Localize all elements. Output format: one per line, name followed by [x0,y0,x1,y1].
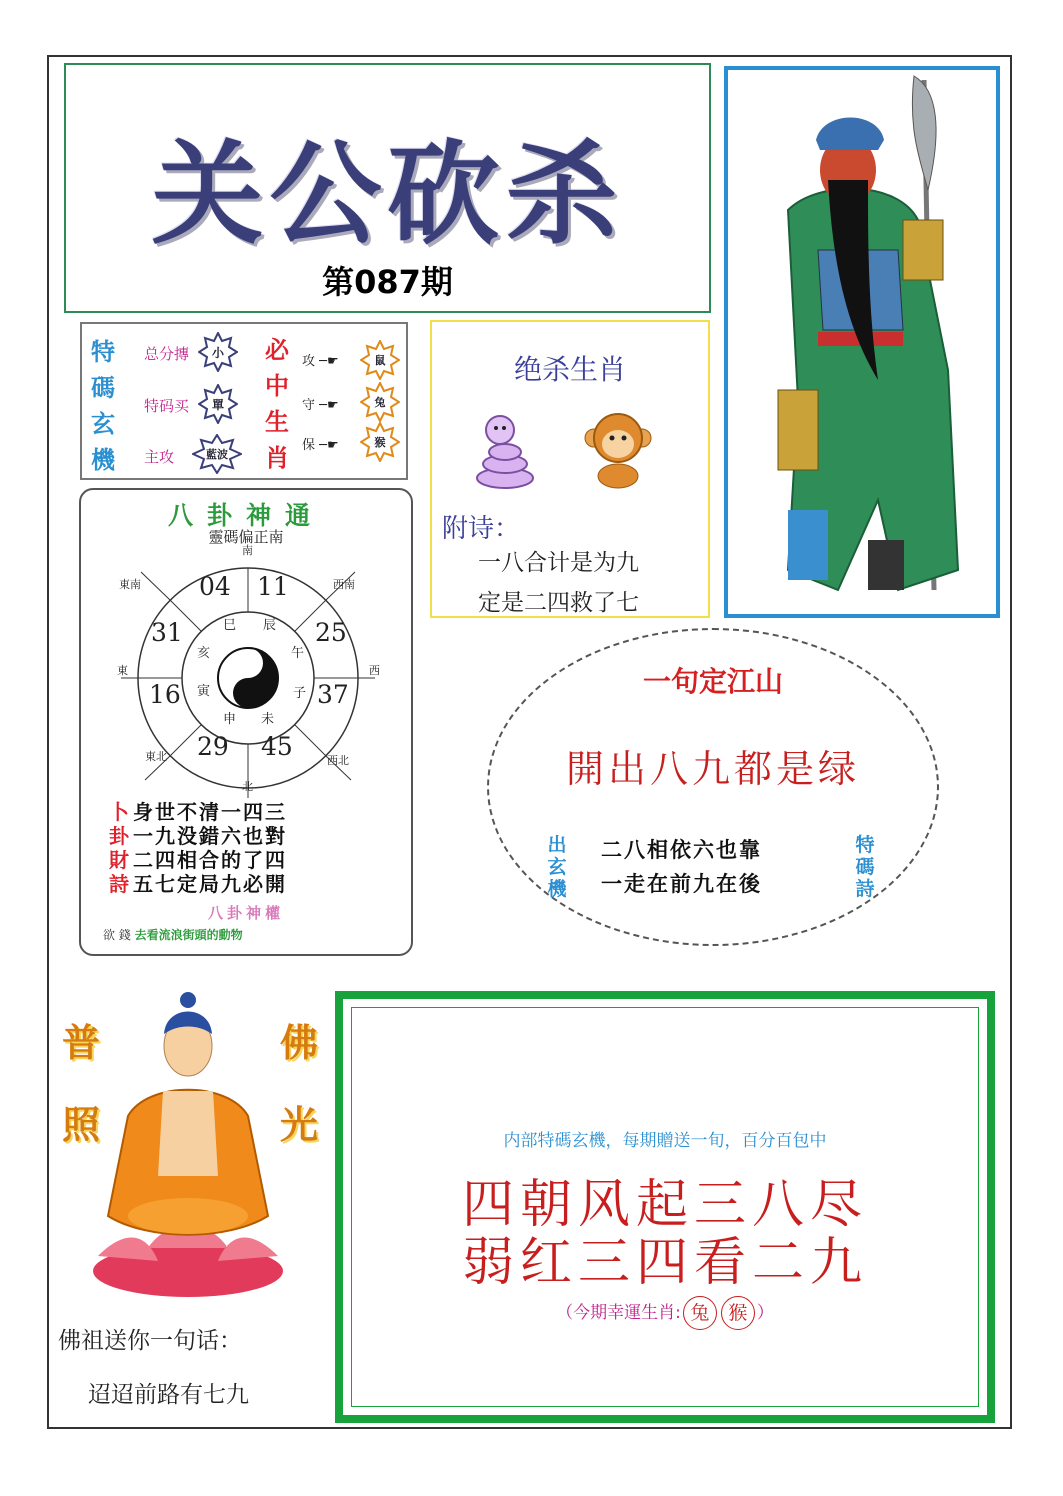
oval-side-char: 碼 [855,856,875,878]
bagua-number: 25 [315,618,347,647]
bagua-title: 八卦神通 [167,501,324,530]
guan-yu-illustration [724,66,1000,618]
arrow-row-badge: 猴 [360,422,400,462]
arrow-row-label: 守 [302,398,316,413]
buddha-icon [88,986,288,1306]
green-inner [351,1007,979,1407]
oval-side-char: 玄 [547,856,567,878]
bagua-number: 31 [151,618,183,647]
arrow-row [302,434,339,453]
direction-label: 南 [242,544,253,557]
green-box-line: 弱红三四看二九 [461,1233,868,1293]
bagua-poem-line: 一九没錯六也對 [133,824,287,848]
branch-char: 巳 [223,618,237,633]
bagua-number: 04 [199,572,231,601]
snake-icon [470,412,540,492]
oval-left-side [545,834,569,900]
bagua-footer [103,926,243,943]
direction-label: 西 [369,664,380,677]
code-row-label: 主攻 [144,448,175,466]
title-box [64,63,711,313]
oval-side-char: 出 [547,834,567,856]
bagua-footer-label: 欲 錢 [103,928,131,942]
guan-yu-icon [728,70,996,614]
green-box-line: 四朝风起三八尽 [461,1175,868,1235]
bagua-poem-line: 身世不清一四三 [133,800,287,824]
bagua-number: 16 [149,680,181,709]
code-left-char: 特 [91,338,115,366]
direction-label: 東北 [145,750,167,763]
code-mid-char: 生 [265,408,289,436]
buddha-left-char: 照 [62,1103,101,1147]
special-code-box [80,322,408,480]
arrow-row-badge: 兔 [360,382,400,422]
oval-side-char: 機 [547,878,567,900]
poem-side-char: 詩 [109,872,129,896]
code-left-char: 機 [91,446,115,474]
oval-main-line: 開出八九都是绿 [565,747,860,791]
zodiac-box [430,320,710,618]
lucky-animal: 兔 [683,1296,717,1330]
direction-label: 西南 [333,578,355,591]
oval-side-char: 特 [855,834,875,856]
poem-line: 定是二四救了七 [478,590,639,616]
buddha-saying-label: 佛祖送你一句话： [58,1328,242,1354]
code-left-vertical [88,334,118,478]
arrow-row [302,394,339,413]
branch-char: 亥 [197,646,211,661]
code-mid-char: 中 [265,372,289,400]
code-row-badge: 藍波 [192,434,242,474]
page-title: 关公砍杀 [151,130,624,260]
buddha-right-char: 佛 [280,1021,319,1065]
poem-side-char: 卜 [109,800,129,824]
bagua-faint-text: 八卦神權 [207,904,284,922]
hand-pointer-icon: ─☛ [319,438,339,453]
oval-box [487,628,939,946]
bagua-box [79,488,413,956]
code-row-badge: 單 [198,384,238,424]
oval-line: 一走在前九在後 [601,871,762,896]
poem-line: 一八合计是为九 [478,550,639,576]
bagua-number: 45 [261,732,293,761]
branch-char: 申 [223,712,237,727]
bagua-poem-line: 二四相合的了四 [133,848,287,872]
zodiac-title: 绝杀生肖 [513,353,626,386]
hand-pointer-icon: ─☛ [319,398,339,413]
oval-line: 二八相依六也靠 [601,837,762,862]
bagua-number: 29 [197,732,229,761]
green-box [335,991,995,1423]
branch-char: 寅 [197,684,211,699]
bagua-number: 11 [257,572,289,601]
bagua-footer-text: 去看流浪街頭的動物 [134,928,243,942]
lucky-prefix: （今期幸運生肖: [556,1303,681,1323]
arrow-row-badge: 鼠 [360,340,400,380]
code-mid-char: 肖 [265,444,289,472]
buddha-left-char: 普 [62,1021,101,1065]
direction-label: 西北 [327,754,349,767]
code-row-label: 总分摶 [144,345,190,363]
buddha-saying-line: 迢迢前路有七九 [88,1382,249,1408]
monkey-icon [582,410,654,490]
code-mid-vertical [262,332,292,476]
bagua-number: 37 [317,680,349,709]
green-box-head: 内部特碼玄機，每期贈送一旬，百分百包中 [503,1131,827,1151]
oval-right-side [853,834,877,900]
arrow-row-label: 保 [302,438,316,453]
code-row-badge: 小 [198,332,238,372]
branch-char: 子 [293,686,307,701]
buddha-right-char: 光 [280,1103,319,1147]
issue-number: 第087期 [322,263,453,301]
poem-side-char: 財 [109,848,129,872]
direction-label: 東 [117,664,128,677]
arrow-row-label: 攻 [302,354,316,369]
code-left-char: 玄 [91,410,115,438]
code-left-char: 碼 [91,374,115,402]
branch-char: 未 [261,712,275,727]
poem-side-char: 卦 [109,824,129,848]
code-row-label: 特码买 [144,397,190,415]
oval-side-char: 詩 [855,878,875,900]
poem-label: 附诗： [442,514,521,544]
bagua-subtitle: 靈碼偏正南 [208,528,284,546]
direction-label: 北 [242,780,253,793]
bagua-poem-line: 五七定局九必開 [133,872,287,896]
arrow-row [302,350,339,369]
lucky-animal: 猴 [721,1296,755,1330]
lucky-suffix: ） [756,1303,774,1323]
hand-pointer-icon: ─☛ [319,354,339,369]
lucky-zodiac-row [352,1296,978,1330]
code-mid-char: 必 [265,336,289,364]
branch-char: 午 [291,646,305,661]
oval-title: 一句定江山 [642,665,783,698]
branch-char: 辰 [263,618,277,633]
direction-label: 東南 [119,578,141,591]
